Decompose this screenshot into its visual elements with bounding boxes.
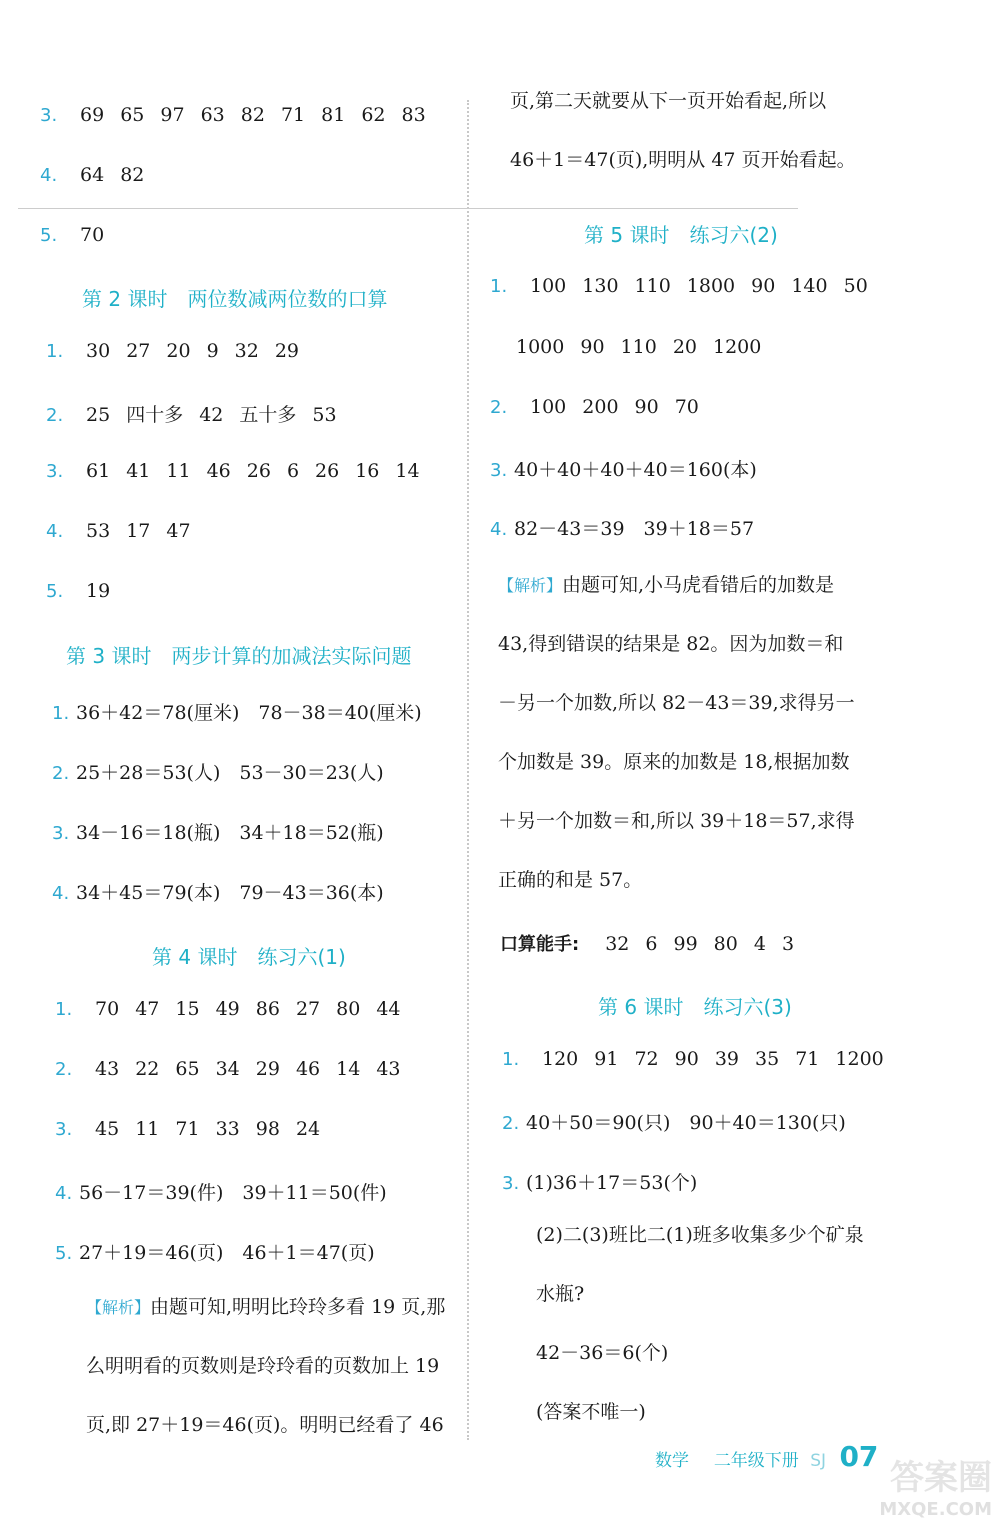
answer-value: 69 (80, 104, 105, 126)
answer-value: 9 (206, 340, 219, 362)
answer-text: (2)二(3)班比二(1)班多收集多少个矿泉 (536, 1224, 864, 1246)
analysis-text: 么明明看的页数则是玲玲看的页数加上 19 (86, 1355, 440, 1377)
answer-line (55, 1178, 387, 1205)
answer-value: 90 (634, 396, 659, 418)
question-number: 1. (502, 1049, 520, 1070)
answer-line (502, 1168, 697, 1195)
answer-value: 27 (126, 340, 151, 362)
lesson-heading: 第 6 课时 练习六(3) (598, 995, 792, 1019)
answer-value: 99 (673, 933, 698, 955)
answer-text: (答案不唯一) (536, 1401, 646, 1423)
answer-value: 43 (376, 1058, 401, 1080)
answer-line (46, 400, 353, 427)
answer-line (490, 514, 754, 541)
answer-value: 1800 (686, 275, 736, 297)
answer-text: 40＋50＝90(只) 90＋40＝130(只) (526, 1112, 846, 1134)
answer-value: 16 (355, 460, 380, 482)
answer-value: 90 (580, 336, 605, 358)
answer-line (55, 998, 417, 1020)
answer-value: 四十多 (126, 404, 184, 426)
analysis-text: ＋另一个加数＝和,所以 39＋18＝57,求得 (498, 810, 855, 832)
lesson-heading: 第 4 课时 练习六(1) (152, 945, 346, 969)
answer-value: 五十多 (239, 404, 297, 426)
answer-text: 34＋45＝79(本) 79－43＝36(本) (76, 882, 384, 904)
answer-value: 11 (135, 1118, 160, 1140)
answer-value: 70 (80, 224, 105, 246)
answer-value: 35 (755, 1048, 780, 1070)
analysis-text: 个加数是 39。原来的加数是 18,根据加数 (498, 751, 850, 773)
answer-line (46, 580, 126, 602)
footer-grade: 二年级下册 (713, 1451, 799, 1471)
answer-text: 水瓶? (536, 1283, 585, 1305)
answer-text: 56－17＝39(件) 39＋11＝50(件) (79, 1182, 387, 1204)
column-divider (467, 100, 469, 1440)
answer-text: 34－16＝18(瓶) 34＋18＝52(瓶) (76, 822, 384, 844)
answer-value: 3 (781, 933, 795, 955)
answer-text: 25＋28＝53(人) 53－30＝23(人) (76, 762, 384, 784)
answer-value: 81 (321, 104, 346, 126)
page-footer (655, 1440, 878, 1473)
question-number: 2. (490, 397, 508, 418)
answer-value: 53 (86, 520, 111, 542)
answer-value: 25 (86, 404, 111, 426)
answer-value: 15 (175, 998, 200, 1020)
answer-value: 110 (634, 275, 671, 297)
answer-value: 22 (135, 1058, 160, 1080)
question-number: 5. (40, 225, 58, 246)
question-number: 2. (46, 405, 64, 426)
analysis-tag: 【解析】 (86, 1298, 151, 1317)
oral-calc-label: 口算能手: (500, 934, 580, 955)
question-number: 1. (52, 703, 70, 724)
answer-value: 83 (401, 104, 426, 126)
answer-value: 50 (843, 275, 868, 297)
answer-value: 71 (280, 104, 306, 126)
answer-value: 11 (166, 460, 191, 482)
answer-line (516, 336, 777, 358)
answer-value: 90 (751, 275, 776, 297)
answer-value: 1200 (835, 1048, 884, 1070)
analysis-block (498, 556, 968, 910)
answer-line (55, 1118, 336, 1140)
answer-line (490, 455, 757, 482)
answer-value: 29 (274, 340, 300, 362)
answer-line (490, 275, 884, 297)
footer-edition: SJ (810, 1451, 827, 1471)
answer-value: 61 (86, 460, 111, 482)
question-number: 2. (502, 1113, 520, 1134)
watermark-logo: 答案圈 MXQE.COM (879, 1458, 992, 1520)
question-number: 4. (40, 165, 58, 186)
lesson-heading: 第 3 课时 两步计算的加减法实际问题 (66, 644, 412, 668)
question-number: 3. (40, 105, 58, 126)
answer-value: 91 (594, 1048, 619, 1070)
answer-value: 80 (713, 933, 738, 955)
answer-value: 33 (215, 1118, 240, 1140)
answer-text: 82－43＝39 39＋18＝57 (514, 518, 755, 540)
answer-line (52, 878, 384, 905)
answer-value: 47 (166, 520, 191, 542)
answer-value: 120 (542, 1048, 579, 1070)
answer-value: 90 (674, 1048, 699, 1070)
question-number: 4. (490, 519, 508, 540)
answer-line (502, 1048, 900, 1070)
oral-calc-line (500, 930, 810, 956)
answer-value: 100 (530, 396, 567, 418)
answer-value: 26 (315, 460, 340, 482)
answer-value: 27 (295, 998, 321, 1020)
question-number: 1. (46, 341, 64, 362)
answer-line (52, 698, 422, 725)
continuation-line: 页,第二天就要从下一页开始看起,所以 (510, 90, 827, 112)
answer-value: 19 (86, 580, 111, 602)
analysis-text: 由题可知,小马虎看错后的加数是 (562, 574, 835, 596)
answer-value: 45 (95, 1118, 120, 1140)
question-number: 3. (502, 1173, 520, 1194)
answer-line (490, 396, 715, 418)
answer-value: 42 (199, 404, 224, 426)
answer-value: 71 (175, 1118, 200, 1140)
answer-value: 71 (795, 1048, 820, 1070)
question-number: 5. (55, 1243, 73, 1264)
answer-value: 49 (215, 998, 240, 1020)
question-number: 5. (46, 581, 64, 602)
answer-value: 70 (674, 396, 699, 418)
answer-line (55, 1238, 375, 1265)
answer-text: 36＋42＝78(厘米) 78－38＝40(厘米) (76, 702, 422, 724)
answer-value: 65 (175, 1058, 200, 1080)
answer-value: 53 (312, 404, 337, 426)
answer-value: 100 (530, 275, 567, 297)
answer-value: 1000 (516, 336, 565, 358)
question-number: 3. (52, 823, 70, 844)
analysis-text: 由题可知,明明比玲玲多看 19 页,那 (150, 1296, 446, 1318)
answer-line (55, 1058, 417, 1080)
answer-value: 82 (240, 104, 265, 126)
question-number: 3. (46, 461, 64, 482)
answer-value: 47 (135, 998, 160, 1020)
question-number: 4. (46, 521, 64, 542)
answer-line (52, 758, 384, 785)
answer-value: 98 (255, 1118, 280, 1140)
answer-value: 62 (361, 104, 386, 126)
answer-value: 46 (206, 460, 231, 482)
answer-value: 200 (582, 396, 619, 418)
answer-text: 42－36＝6(个) (536, 1342, 669, 1364)
answer-value: 110 (620, 336, 657, 358)
continuation-line: 46＋1＝47(页),明明从 47 页开始看起。 (510, 149, 856, 171)
answer-line (46, 460, 436, 482)
lesson-heading: 第 5 课时 练习六(2) (584, 223, 778, 247)
answer-value: 70 (95, 998, 120, 1020)
answer-value: 41 (126, 460, 151, 482)
answer-value: 29 (255, 1058, 280, 1080)
answer-value: 32 (605, 933, 630, 955)
answer-value: 72 (634, 1048, 659, 1070)
answer-value: 86 (255, 998, 280, 1020)
analysis-text: 正确的和是 57。 (498, 869, 643, 891)
answer-value: 97 (160, 104, 185, 126)
answer-text: 27＋19＝46(页) 46＋1＝47(页) (79, 1242, 375, 1264)
answer-continuation (536, 1206, 976, 1442)
answer-value: 1200 (713, 336, 762, 358)
answer-value: 32 (234, 340, 259, 362)
page-number: 07 (839, 1440, 879, 1473)
question-number: 1. (55, 999, 73, 1020)
answer-value: 4 (753, 933, 766, 955)
answer-value: 80 (336, 998, 361, 1020)
answer-value: 34 (215, 1058, 240, 1080)
question-number: 3. (490, 460, 508, 481)
answer-value: 20 (672, 336, 697, 358)
answer-line (46, 340, 315, 362)
answer-line (46, 520, 207, 542)
answer-value: 46 (295, 1058, 321, 1080)
answer-value: 64 (80, 164, 105, 186)
analysis-text: 页,即 27＋19＝46(页)。明明已经看了 46 (86, 1414, 444, 1436)
answer-value: 65 (120, 104, 145, 126)
answer-value: 17 (126, 520, 151, 542)
answer-value: 44 (376, 998, 401, 1020)
analysis-block (86, 1278, 466, 1455)
answer-value: 30 (86, 340, 111, 362)
answer-value: 6 (645, 933, 658, 955)
answer-value: 6 (286, 460, 300, 482)
fold-line (18, 208, 798, 209)
answer-line (52, 818, 384, 845)
answer-value: 82 (120, 164, 145, 186)
answer-value: 43 (95, 1058, 120, 1080)
question-number: 3. (55, 1119, 73, 1140)
answer-value: 20 (166, 340, 191, 362)
footer-subject: 数学 (655, 1451, 689, 1471)
answer-line (40, 164, 160, 186)
analysis-text: －另一个加数,所以 82－43＝39,求得另一 (498, 692, 855, 714)
answer-value: 26 (246, 460, 271, 482)
answer-value: 24 (295, 1118, 321, 1140)
answer-value: 140 (791, 275, 828, 297)
analysis-tag: 【解析】 (498, 576, 563, 595)
lesson-heading: 第 2 课时 两位数减两位数的口算 (82, 287, 388, 311)
question-number: 2. (55, 1059, 73, 1080)
answer-value: 130 (582, 275, 619, 297)
question-number: 4. (52, 883, 70, 904)
question-number: 1. (490, 276, 508, 297)
answer-value: 14 (395, 460, 420, 482)
continuation-text (510, 72, 980, 190)
answer-text: (1)36＋17＝53(个) (526, 1172, 698, 1194)
question-number: 2. (52, 763, 70, 784)
answer-line (502, 1108, 846, 1135)
answer-value: 63 (200, 104, 225, 126)
answer-line (40, 224, 120, 246)
answer-value: 14 (336, 1058, 361, 1080)
answer-text: 40＋40＋40＋40＝160(本) (514, 459, 757, 481)
answer-line (40, 104, 442, 126)
analysis-text: 43,得到错误的结果是 82。因为加数＝和 (498, 633, 844, 655)
answer-value: 39 (714, 1048, 740, 1070)
question-number: 4. (55, 1183, 73, 1204)
